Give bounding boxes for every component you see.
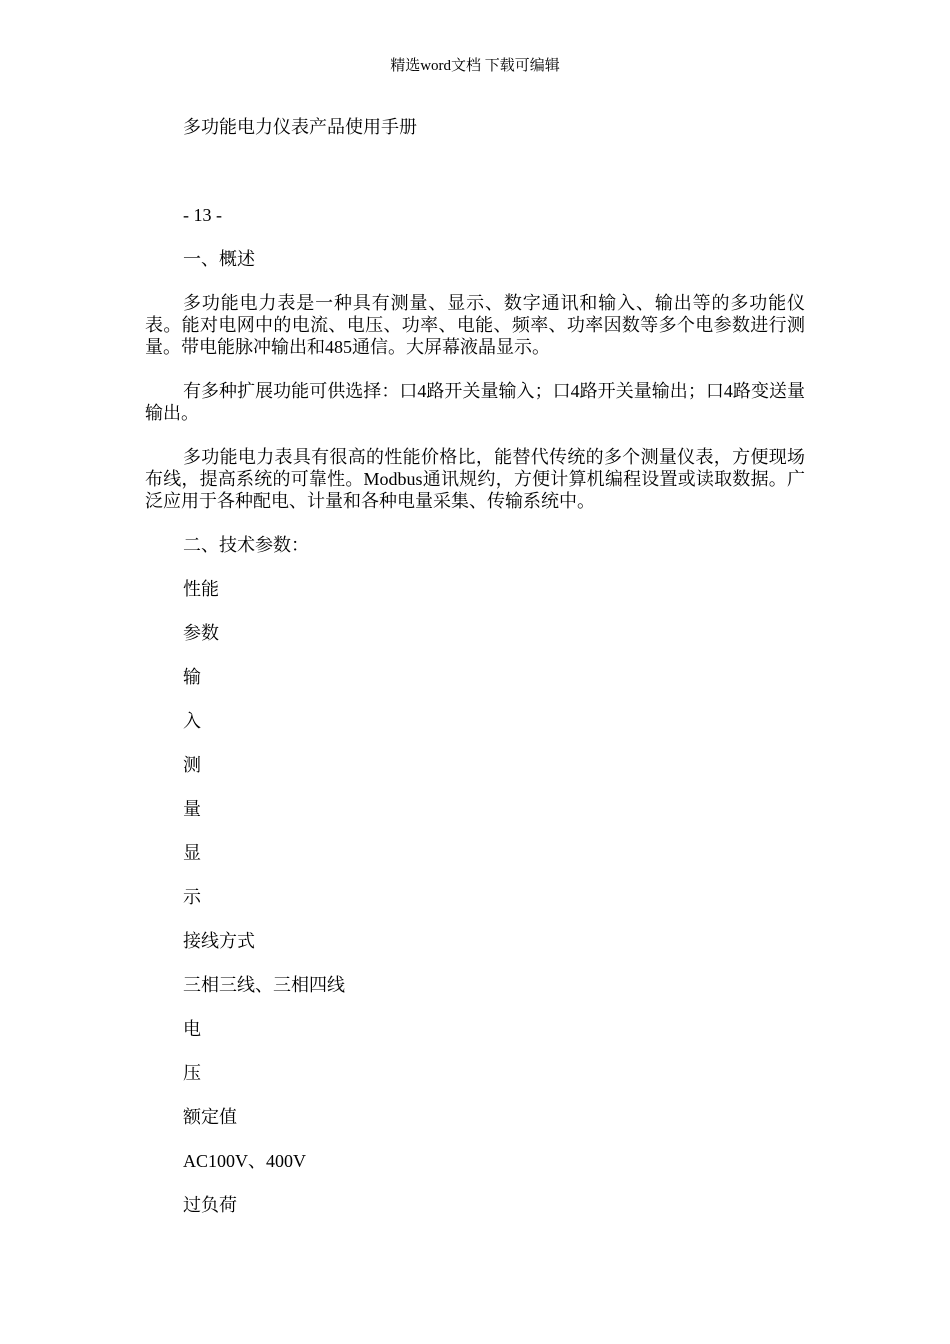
overview-paragraph-1: 多功能电力表是一种具有测量、显示、数字通讯和输入、输出等的多功能仪表。能对电网中的电流、电压、功率、电能、频率、功率因数等多个电参数进行测量。带电能脉冲输出和485通信。大屏幕液晶显示。 bbox=[145, 293, 805, 357]
spec-line: 电 bbox=[183, 1019, 201, 1039]
spec-line: 测 bbox=[183, 755, 201, 775]
spec-line: 参数 bbox=[183, 623, 219, 643]
page-header: 精选word文档 下载可编辑 bbox=[390, 58, 560, 74]
section-heading-overview: 一、概述 bbox=[183, 249, 255, 269]
spec-line: 过负荷 bbox=[183, 1195, 237, 1215]
spec-line: 性能 bbox=[183, 579, 219, 599]
spec-line: 输 bbox=[183, 667, 201, 687]
spec-line: 额定值 bbox=[183, 1107, 237, 1127]
spec-line: 显 bbox=[183, 843, 201, 863]
overview-paragraph-2: 有多种扩展功能可供选择：口4路开关量输入；口4路开关量输出；口4路变送量输出。 bbox=[145, 381, 805, 423]
spec-line: 三相三线、三相四线 bbox=[183, 975, 345, 995]
spec-line: 接线方式 bbox=[183, 931, 255, 951]
overview-paragraph-3: 多功能电力表具有很高的性能价格比，能替代传统的多个测量仪表，方便现场布线，提高系统的可靠性。Modbus通讯规约，方便计算机编程设置或读取数据。广泛应用于各种配电、计量和各种电量采集、传输系统中。 bbox=[145, 447, 805, 511]
spec-line: 示 bbox=[183, 887, 201, 907]
spec-line: 压 bbox=[183, 1063, 201, 1083]
section-heading-tech-params: 二、技术参数： bbox=[183, 535, 309, 555]
page-number: - 13 - bbox=[183, 205, 222, 225]
spec-line: 入 bbox=[183, 711, 201, 731]
spec-line: AC100V、400V bbox=[183, 1151, 307, 1171]
spec-line: 量 bbox=[183, 799, 201, 819]
document-title: 多功能电力仪表产品使用手册 bbox=[183, 117, 417, 137]
